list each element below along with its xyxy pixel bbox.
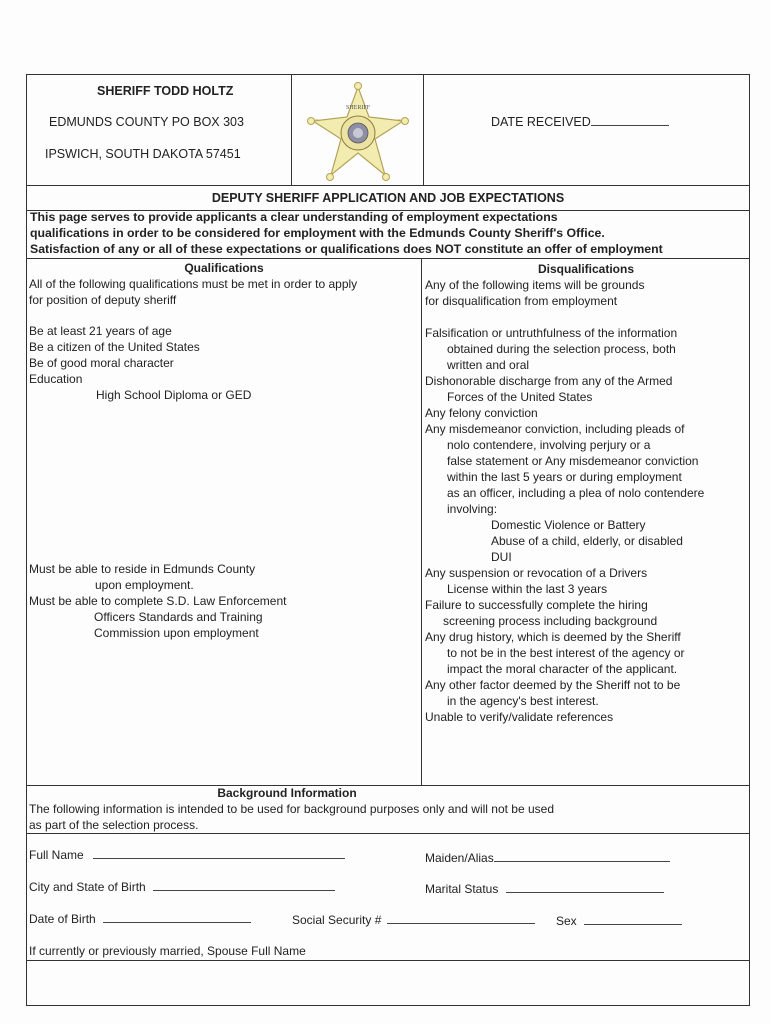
full-name-label: Full Name bbox=[29, 848, 84, 862]
disqualification-line: DUI bbox=[491, 550, 512, 564]
disqualification-line: Any other factor deemed by the Sheriff not to be bbox=[425, 678, 681, 692]
sex-field[interactable] bbox=[584, 913, 682, 925]
disqualification-line: false statement or Any misdemeanor conviction bbox=[447, 454, 699, 468]
intro-line-1: This page serves to provide applicants a clear understanding of employment expectations bbox=[30, 210, 558, 224]
disqualification-line: nolo contendere, involving perjury or a bbox=[447, 438, 651, 452]
spouse-name-label: If currently or previously married, Spouse Full Name bbox=[29, 944, 306, 958]
header-divider-right bbox=[423, 75, 424, 185]
form-title: DEPUTY SHERIFF APPLICATION AND JOB EXPECTATIONS bbox=[211, 191, 565, 205]
sex-row bbox=[556, 913, 682, 929]
disqualification-line: Forces of the United States bbox=[447, 390, 593, 404]
maiden-alias-label: Maiden/Alias bbox=[425, 851, 494, 865]
law-enforcement-line-1: Must be able to complete S.D. Law Enforcement bbox=[29, 594, 287, 608]
disqualification-line: written and oral bbox=[447, 358, 530, 372]
background-intro-2: as part of the selection process. bbox=[29, 818, 199, 832]
disqualifications-intro-1: Any of the following items will be grounds bbox=[425, 278, 645, 292]
disqualifications-heading: Disqualifications bbox=[537, 262, 635, 276]
law-enforcement-line-2: Officers Standards and Training bbox=[94, 610, 263, 624]
maiden-alias-row bbox=[425, 850, 670, 866]
date-received-row bbox=[491, 114, 669, 130]
sheriff-name: SHERIFF TODD HOLTZ bbox=[97, 84, 234, 98]
qualification-item: Education bbox=[29, 372, 83, 386]
residence-line-1: Must be able to reside in Edmunds County bbox=[29, 562, 256, 576]
header-bottom-rule bbox=[27, 185, 749, 186]
disqualification-line: to not be in the best interest of the agency or bbox=[447, 646, 685, 660]
disqualification-line: screening process including background bbox=[443, 614, 658, 628]
disqualification-line: in the agency's best interest. bbox=[447, 694, 599, 708]
social-security-row bbox=[292, 912, 535, 928]
disqualifications-intro-2: for disqualification from employment bbox=[425, 294, 618, 308]
date-received-field[interactable] bbox=[591, 114, 669, 126]
disqualification-line: Any misdemeanor conviction, including pleads of bbox=[425, 422, 685, 436]
disqualification-line: Failure to successfully complete the hiring bbox=[425, 598, 648, 612]
disqualification-line: within the last 5 years or during employment bbox=[447, 470, 682, 484]
city-state-birth-label: City and State of Birth bbox=[29, 880, 146, 894]
intro-line-2: qualifications in order to be considered for employment with the Edmunds County Sheriff's Office. bbox=[30, 226, 605, 240]
address-line-1: EDMUNDS COUNTY PO BOX 303 bbox=[49, 115, 244, 129]
residence-line-2: upon employment. bbox=[95, 578, 194, 592]
education-detail: High School Diploma or GED bbox=[96, 388, 252, 402]
intro-bottom-rule bbox=[27, 258, 749, 259]
disqualification-line: Domestic Violence or Battery bbox=[491, 518, 646, 532]
qualification-item: Be at least 21 years of age bbox=[29, 324, 172, 338]
disqualification-line: Any felony conviction bbox=[425, 406, 538, 420]
law-enforcement-line-3: Commission upon employment bbox=[94, 626, 259, 640]
background-bottom-rule bbox=[27, 833, 749, 834]
background-heading: Background Information bbox=[217, 786, 357, 800]
maiden-alias-field[interactable] bbox=[494, 850, 670, 862]
qualifications-intro-1: All of the following qualifications must be met in order to apply bbox=[29, 277, 358, 291]
qualifications-intro-2: for position of deputy sheriff bbox=[29, 293, 177, 307]
social-security-field[interactable] bbox=[387, 912, 535, 924]
background-intro-1: The following information is intended to be used for background purposes only and will not be used bbox=[29, 802, 554, 816]
disqualification-line: Abuse of a child, elderly, or disabled bbox=[491, 534, 683, 548]
marital-status-label: Marital Status bbox=[425, 882, 499, 896]
qualification-item: Be a citizen of the United States bbox=[29, 340, 200, 354]
disqualification-line: involving: bbox=[447, 502, 498, 516]
address-line-2: IPSWICH, SOUTH DAKOTA 57451 bbox=[45, 147, 241, 161]
date-of-birth-row bbox=[29, 911, 251, 927]
full-name-field[interactable] bbox=[93, 847, 345, 859]
social-security-label: Social Security # bbox=[292, 913, 382, 927]
disqualification-line: impact the moral character of the applicant. bbox=[447, 662, 678, 676]
disqualification-line: Unable to verify/validate references bbox=[425, 710, 614, 724]
disqualification-line: as an officer, including a plea of nolo contendere bbox=[447, 486, 705, 500]
marital-status-field[interactable] bbox=[506, 881, 664, 893]
city-state-birth-field[interactable] bbox=[153, 879, 335, 891]
intro-line-3: Satisfaction of any or all of these expectations or qualifications does NOT constitute an offer of employment bbox=[30, 242, 663, 256]
disqualification-line: Any suspension or revocation of a Drivers bbox=[425, 566, 648, 580]
disqualification-line: Falsification or untruthfulness of the information bbox=[425, 326, 678, 340]
city-state-birth-row bbox=[29, 879, 335, 895]
header-divider-left bbox=[291, 75, 292, 185]
full-name-row bbox=[29, 847, 345, 863]
date-received-label: DATE RECEIVED bbox=[491, 115, 591, 129]
date-of-birth-label: Date of Birth bbox=[29, 912, 96, 926]
sheriff-badge-icon bbox=[303, 81, 413, 181]
badge-text: SHERIFF bbox=[345, 105, 370, 111]
disqualification-line: Any drug history, which is deemed by the Sheriff bbox=[425, 630, 681, 644]
disqualification-line: obtained during the selection process, both bbox=[447, 342, 676, 356]
spouse-name-field[interactable] bbox=[27, 961, 749, 1005]
sex-label: Sex bbox=[556, 914, 577, 928]
qualification-item: Be of good moral character bbox=[29, 356, 174, 370]
application-form bbox=[26, 74, 750, 1006]
date-of-birth-field[interactable] bbox=[103, 911, 251, 923]
marital-status-row bbox=[425, 881, 664, 897]
disqualification-line: Dishonorable discharge from any of the Armed bbox=[425, 374, 673, 388]
disqualification-line: License within the last 3 years bbox=[447, 582, 608, 596]
qualifications-heading: Qualifications bbox=[184, 261, 264, 275]
columns-divider bbox=[421, 258, 422, 785]
